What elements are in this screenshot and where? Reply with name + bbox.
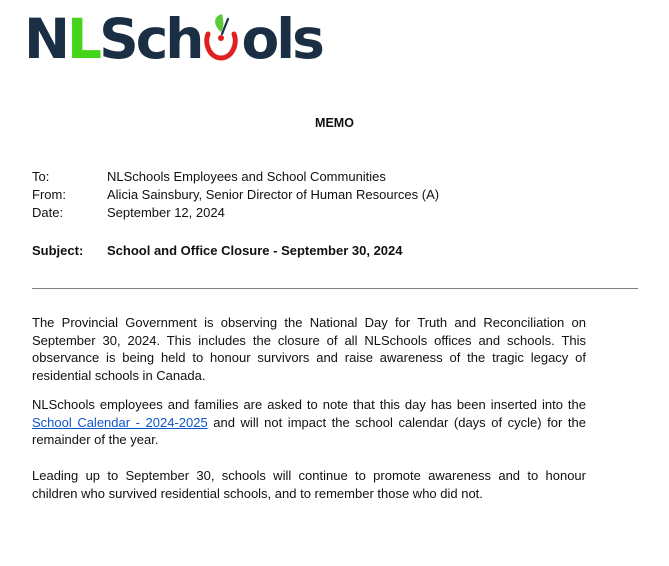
paragraph-3: Leading up to September 30, schools will continue to promote awareness and to honour children who survived residential schools, and to remember those who did not. (32, 468, 586, 501)
logo-text-sch: Sch (99, 7, 202, 71)
memo-to-row (32, 168, 386, 186)
memo-subject-row (32, 242, 402, 260)
logo-letter-n: N (24, 7, 68, 71)
paragraph-2-text-before: NLSchools employees and families are asked to note that this day has been inserted into the (32, 397, 586, 412)
paragraph-1: The Provincial Government is observing the National Day for Truth and Reconciliation on September 30, 2024. This includes the closure of all NLSchools offices and schools. This observance is being held to honour survivors and raise awareness of the tragic legacy of residential schools in Canada. (32, 315, 586, 383)
memo-from-row (32, 186, 439, 204)
paragraph-2-text-after: and will not impact the school calendar (days of cycle) for the remainder of the year. (32, 414, 586, 447)
apple-icon (202, 14, 240, 58)
logo-text-ols: ols (241, 7, 322, 71)
date-label: Date: (32, 205, 64, 220)
nlschools-logo (24, 8, 322, 70)
apple-leaf (216, 14, 224, 32)
paragraph-2 (32, 396, 586, 449)
school-calendar-link[interactable]: School Calendar - 2024-2025 (32, 414, 208, 430)
subject-label: Subject: (32, 243, 84, 258)
date-value: September 12, 2024 (107, 205, 225, 220)
memo-date-row (32, 204, 225, 222)
from-label: From: (32, 187, 66, 202)
apple-core (218, 35, 224, 41)
logo-letter-l: L (67, 7, 100, 71)
subject-value: School and Office Closure - September 30, 2024 (107, 243, 403, 258)
memo-title: MEMO (315, 116, 354, 130)
divider (32, 288, 638, 289)
to-label: To: (32, 169, 50, 184)
from-value: Alicia Sainsbury, Senior Director of Human Resources (A) (107, 187, 440, 202)
to-value: NLSchools Employees and School Communities (107, 169, 386, 184)
